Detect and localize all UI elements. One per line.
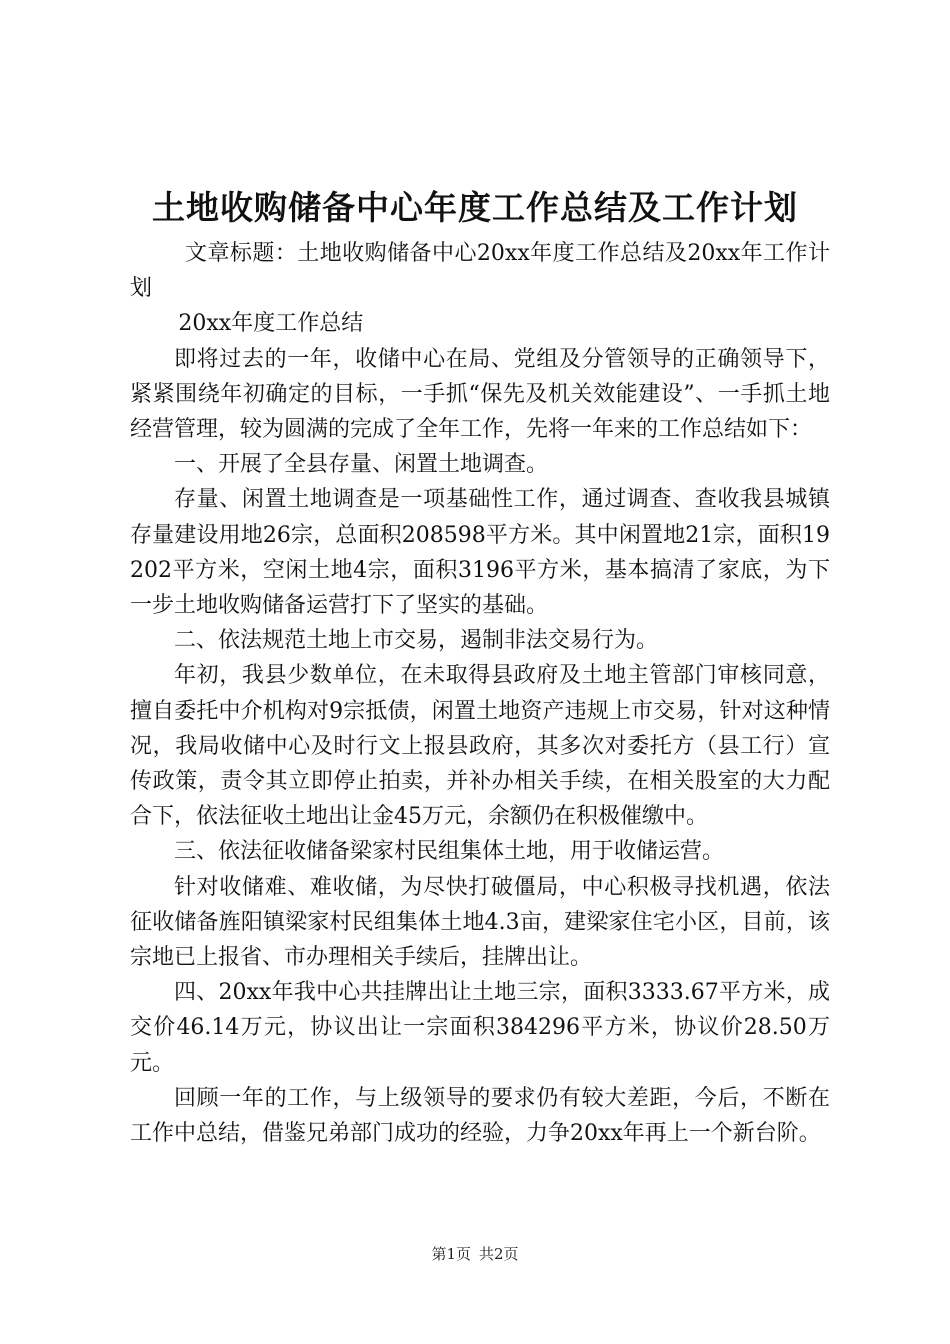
document-title: 土地收购储备中心年度工作总结及工作计划 (152, 188, 798, 227)
section-paragraph-2: 年初，我县少数单位，在未取得县政府及土地主管部门审核同意，擅自委托中介机构对9宗抵债，闲置土地资产违规上市交易，针对这种情况，我局收储中心及时行文上报县政府，其多次对委托方（县工行）宣传政策，责令其立即停止拍卖，并补办相关手续，在相关股室的大力配合下，依法征收土地出让金45万元，余额仍在积极催缴中。 (130, 663, 830, 830)
section-paragraph-1: 存量、闲置土地调查是一项基础性工作，通过调查、查收我县城镇存量建设用地26宗，总面积208598平方米。其中闲置地21宗，面积19202平方米，空闲土地4宗，面积3196平方米，基本搞清了家底，为下一步土地收购储备运营打下了坚实的基础。 (130, 487, 830, 619)
section-paragraph-4: 四、20xx年我中心共挂牌出让土地三宗，面积3333.67平方米，成交价46.14万元，协议出让一宗面积384296平方米，协议价28.50万元。 (130, 980, 830, 1076)
document-body (130, 236, 830, 1151)
closing-paragraph: 回顾一年的工作，与上级领导的要求仍有较大差距，今后，不断在工作中总结，借鉴兄弟部门成功的经验，力争20xx年再上一个新台阶。 (130, 1085, 830, 1147)
section-heading-2: 二、依法规范土地上市交易，遏制非法交易行为。 (174, 628, 659, 654)
intro-paragraph: 即将过去的一年，收储中心在局、党组及分管领导的正确领导下，紧紧围绕年初确定的目标，一手抓“保先及机关效能建设”、一手抓土地经营管理，较为圆满的完成了全年工作，先将一年来的工作总结如下： (130, 346, 830, 443)
article-title-line: 文章标题：土地收购储备中心20xx年度工作总结及20xx年工作计划 (130, 241, 830, 302)
page-footer (0, 1242, 950, 1266)
page-number-total: 共2页 (479, 1245, 519, 1263)
page-number-current: 第1页 (431, 1245, 471, 1263)
section-heading-3: 三、依法征收储备梁家村民组集体土地，用于收储运营。 (174, 839, 725, 865)
section-heading-1: 一、开展了全县存量、闲置土地调查。 (174, 452, 549, 478)
section-heading-summary: 20xx年度工作总结 (178, 311, 364, 337)
section-paragraph-3: 针对收储难、难收储，为尽快打破僵局，中心积极寻找机遇，依法征收储备旌阳镇梁家村民组集体土地4.3亩，建梁家住宅小区，目前，该宗地已上报省、市办理相关手续后，挂牌出让。 (130, 874, 830, 971)
